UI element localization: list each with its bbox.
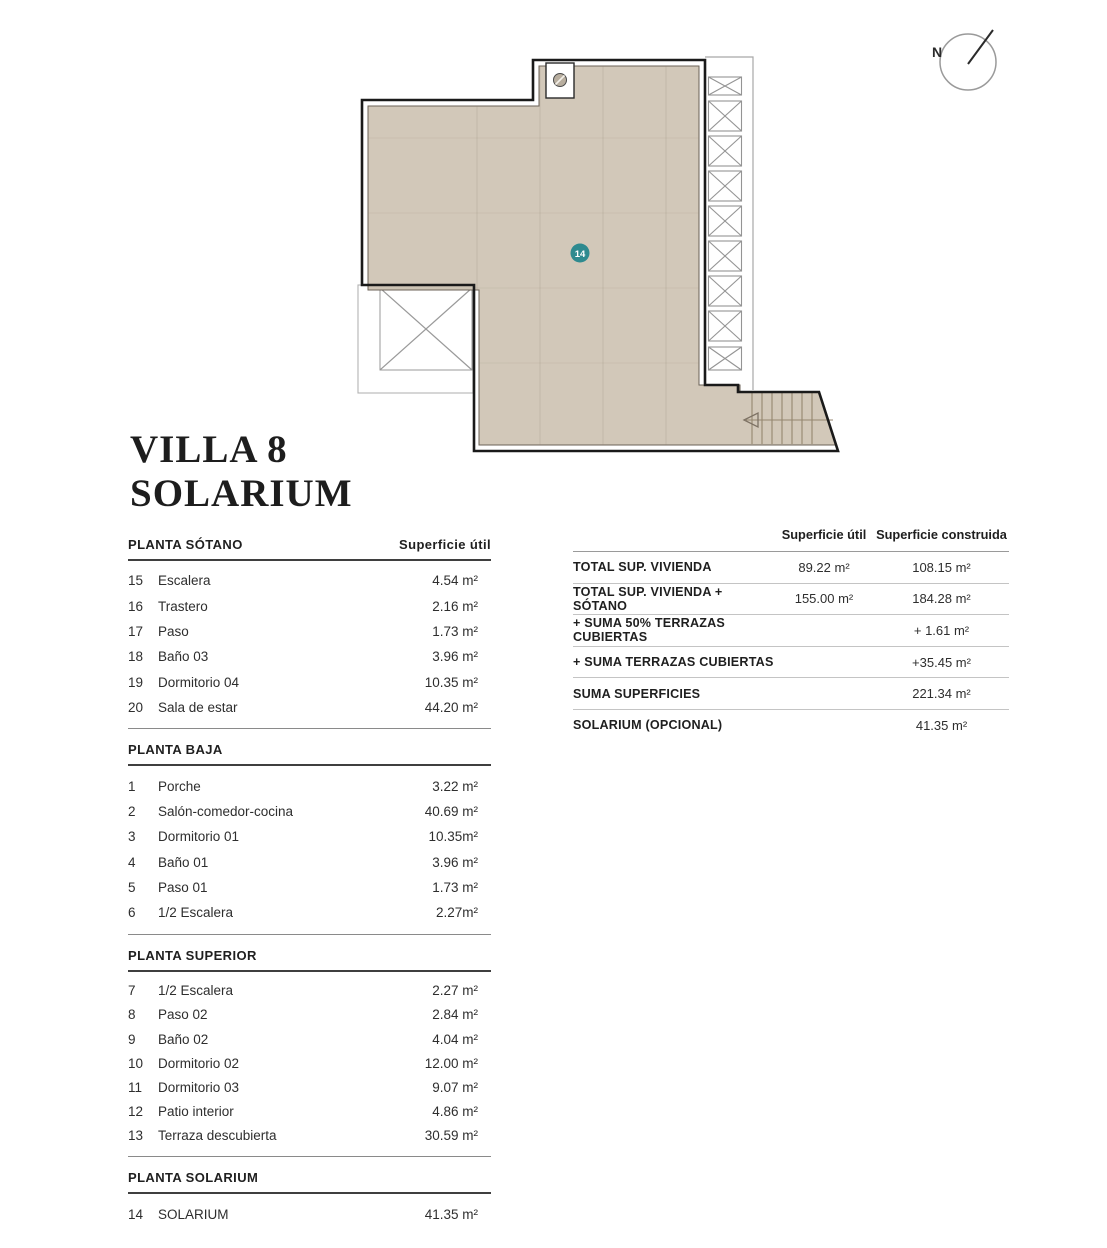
row-number: 2 [128, 803, 136, 819]
row-number: 12 [128, 1104, 144, 1120]
row-number: 20 [128, 700, 144, 716]
summary-label: + SUMA TERRAZAS CUBIERTAS [573, 655, 774, 670]
table-row [128, 900, 491, 925]
summary-construida-value: 221.34 m² [912, 686, 971, 702]
table-row [128, 1201, 491, 1227]
summary-label: + SUMA 50% TERRAZAS CUBIERTAS [573, 616, 726, 645]
table-row [128, 824, 491, 849]
row-value: 3.22 m² [432, 778, 478, 794]
beam-box [709, 171, 742, 201]
beam-box [709, 276, 742, 306]
beam-box [709, 136, 742, 166]
row-number: 19 [128, 674, 144, 690]
row-number: 3 [128, 829, 136, 845]
row-name: Baño 03 [158, 649, 209, 665]
table-row [128, 1003, 491, 1027]
row-number: 1 [128, 778, 136, 794]
table-row [128, 979, 491, 1003]
table-row [128, 619, 491, 644]
row-value: 10.35 m² [424, 674, 478, 690]
summary-construida-value: +35.45 m² [912, 654, 971, 670]
summary-construida-value: + 1.61 m² [913, 622, 970, 638]
row-name: Terraza descubierta [158, 1128, 277, 1144]
row-value: 1.73 m² [432, 880, 478, 896]
row-number: 11 [128, 1080, 143, 1096]
surface-summary-table [573, 527, 1009, 741]
beam-box [709, 77, 742, 95]
row-value: 12.00 m² [424, 1055, 478, 1071]
table-row [128, 1124, 491, 1148]
area-column-header: Superficie útil [399, 537, 491, 552]
drain-notch [546, 63, 574, 98]
title-line-1: VILLA 8 [130, 428, 288, 471]
section-header: PLANTA SÓTANO [128, 537, 243, 552]
row-value: 40.69 m² [424, 803, 478, 819]
row-name: Dormitorio 01 [158, 829, 240, 845]
summary-label: TOTAL SUP. VIVIENDA + SÓTANO [573, 584, 723, 613]
row-value: 2.16 m² [432, 598, 478, 614]
room-marker-label: 14 [574, 248, 586, 260]
room-area-tables [128, 537, 491, 1248]
row-name: Dormitorio 03 [158, 1080, 240, 1096]
row-number: 6 [128, 905, 136, 921]
row-value: 2.27m² [435, 905, 478, 921]
summary-construida-value: 41.35 m² [915, 717, 968, 733]
solarium-floor-plan [0, 0, 1107, 480]
row-value: 3.96 m² [432, 649, 478, 665]
table-row [128, 875, 491, 900]
summary-label: TOTAL SUP. VIVIENDA [573, 560, 712, 575]
row-name: Paso 01 [158, 880, 208, 896]
summary-row [573, 615, 1009, 647]
summary-row [573, 552, 1009, 584]
section-planta-solarium [128, 1170, 491, 1235]
row-name: Sala de estar [158, 700, 238, 716]
row-name: 1/2 Escalera [158, 983, 234, 999]
row-number: 10 [128, 1055, 144, 1071]
row-number: 16 [128, 598, 144, 614]
summary-util-value: 155.00 m² [794, 591, 854, 607]
room-marker-14 [571, 244, 590, 263]
pergola-beam-boxes [709, 77, 742, 370]
row-name: Trastero [158, 598, 208, 614]
row-value: 41.35 m² [424, 1206, 478, 1222]
section-planta-superior [128, 948, 491, 1157]
table-row [128, 850, 491, 875]
table-row [128, 593, 491, 618]
row-value: 30.59 m² [424, 1128, 478, 1144]
section-header: PLANTA BAJA [128, 742, 223, 758]
summary-row [573, 584, 1009, 616]
row-name: Baño 02 [158, 1031, 209, 1047]
summary-construida-value: 108.15 m² [912, 559, 971, 575]
row-number: 14 [128, 1206, 144, 1222]
compass-north-label: N [931, 44, 943, 60]
row-value: 44.20 m² [424, 700, 478, 716]
row-name: Patio interior [158, 1104, 234, 1120]
row-value: 3.96 m² [432, 854, 478, 870]
beam-box [709, 311, 742, 341]
table-row [128, 695, 491, 720]
table-row [128, 773, 491, 798]
table-row [128, 1075, 491, 1099]
row-value: 9.07 m² [432, 1080, 478, 1096]
title-line-2: SOLARIUM [130, 472, 353, 516]
row-number: 18 [128, 649, 144, 665]
row-value: 2.84 m² [432, 1007, 478, 1023]
table-row [128, 1100, 491, 1124]
table-row [128, 799, 491, 824]
page-title [130, 428, 353, 516]
summary-construida-value: 184.28 m² [912, 591, 971, 607]
beam-box [709, 206, 742, 236]
row-name: Paso [158, 623, 189, 639]
beam-box [709, 101, 742, 131]
row-name: Paso 02 [158, 1007, 208, 1023]
summary-col1-header: Superficie útil [781, 527, 867, 542]
row-name: Dormitorio 02 [158, 1055, 240, 1071]
section-planta-sotano [128, 537, 491, 729]
row-name: Dormitorio 04 [158, 674, 240, 690]
table-row [128, 670, 491, 695]
row-value: 10.35m² [428, 829, 478, 845]
row-number: 9 [128, 1031, 136, 1047]
row-number: 4 [128, 854, 136, 870]
patio-void [358, 285, 473, 393]
compass-circle-icon [940, 34, 996, 90]
compass [932, 30, 996, 90]
section-planta-baja [128, 742, 491, 934]
row-number: 7 [128, 983, 136, 999]
row-value: 2.27 m² [432, 983, 478, 999]
row-number: 8 [128, 1007, 136, 1023]
summary-col2-header: Superficie construida [876, 527, 1007, 542]
row-name: SOLARIUM [158, 1206, 229, 1222]
summary-label: SUMA SUPERFICIES [573, 686, 701, 701]
row-number: 5 [128, 880, 136, 896]
table-row [128, 568, 491, 593]
row-name: Porche [158, 778, 201, 794]
row-number: 15 [128, 573, 144, 589]
summary-row [573, 647, 1009, 679]
row-value: 4.04 m² [432, 1031, 478, 1047]
beam-box [709, 241, 742, 271]
row-number: 17 [128, 623, 144, 639]
table-row [128, 644, 491, 669]
row-value: 1.73 m² [432, 623, 478, 639]
section-header: PLANTA SUPERIOR [128, 947, 257, 963]
summary-row [573, 710, 1009, 741]
summary-header-row [573, 527, 1009, 552]
table-row [128, 1027, 491, 1051]
section-header: PLANTA SOLARIUM [128, 1170, 259, 1185]
row-name: 1/2 Escalera [158, 905, 234, 921]
row-value: 4.86 m² [432, 1104, 478, 1120]
compass-needle-icon [968, 30, 993, 64]
row-number: 13 [128, 1128, 144, 1144]
row-name: Salón-comedor-cocina [158, 803, 294, 819]
summary-util-value: 89.22 m² [798, 559, 850, 575]
row-name: Escalera [158, 573, 211, 589]
summary-label: SOLARIUM (OPCIONAL) [573, 718, 723, 733]
row-name: Baño 01 [158, 854, 209, 870]
beam-box [709, 347, 742, 370]
summary-row [573, 678, 1009, 710]
row-value: 4.54 m² [432, 573, 478, 589]
table-row [128, 1051, 491, 1075]
